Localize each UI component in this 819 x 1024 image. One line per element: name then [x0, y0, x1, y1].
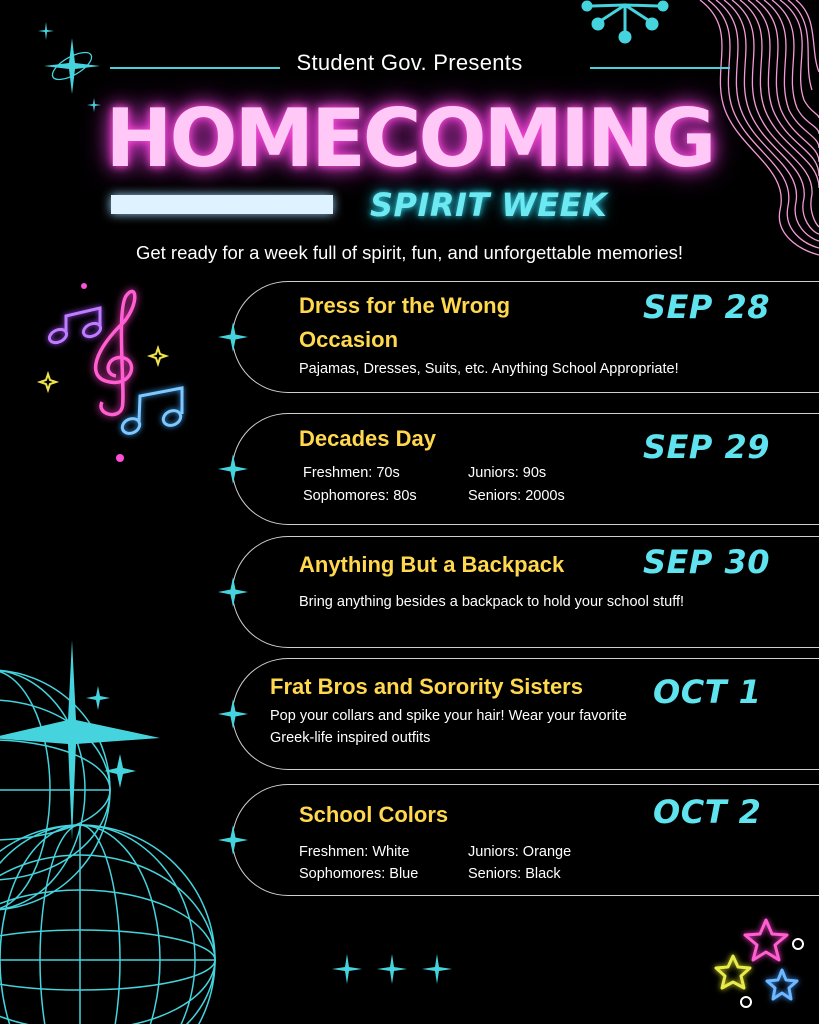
event-date: OCT 1: [653, 673, 762, 711]
sparkle-icon: [217, 321, 249, 353]
event-date: OCT 2: [653, 793, 762, 831]
sparkle-icon: [217, 824, 249, 856]
grade-seniors: Seniors: Black: [468, 866, 561, 882]
event-date: SEP 28: [643, 288, 771, 326]
grade-sophomores: Sophomores: 80s: [303, 488, 417, 504]
event-card-1: [232, 281, 819, 393]
event-date: SEP 29: [643, 428, 771, 466]
sparkle-icon: [217, 453, 249, 485]
tagline: Get ready for a week full of spirit, fun, and unforgettable memories!: [135, 242, 684, 263]
event-title: Dress for the Wrong Occasion: [299, 293, 511, 352]
grade-juniors: Juniors: Orange: [468, 844, 572, 860]
page-subtitle: SPIRIT WEEK: [370, 186, 608, 224]
sparkle-row-icon: [330, 952, 454, 986]
grade-sophomores: Sophomores: Blue: [299, 866, 419, 882]
event-description: Bring anything besides a backpack to hold your school stuff!: [299, 594, 685, 610]
event-title: Frat Bros and Sorority Sisters: [270, 674, 583, 699]
event-card-4: [232, 658, 819, 770]
event-description: Pop your collars and spike your hair! Wear your favorite Greek-life inspired outfits: [270, 708, 627, 746]
event-title: Anything But a Backpack: [299, 552, 565, 577]
grade-seniors: Seniors: 2000s: [468, 488, 565, 504]
firework-icon: [580, 0, 670, 45]
grade-juniors: Juniors: 90s: [468, 465, 547, 481]
event-card-2: [232, 413, 819, 525]
neon-stars-icon: [706, 910, 816, 1020]
grade-freshmen: Freshmen: White: [299, 844, 410, 860]
event-title: School Colors: [299, 802, 449, 827]
music-notes-icon: [36, 278, 196, 468]
disco-globe-icon: [0, 640, 220, 1024]
event-card-3: [232, 536, 819, 648]
presents-text: Student Gov. Presents: [296, 50, 523, 75]
sparkle-icon: [217, 698, 249, 730]
event-card-5: [232, 784, 819, 896]
grade-freshmen: Freshmen: 70s: [303, 465, 400, 481]
event-title: Decades Day: [299, 426, 436, 451]
event-date: SEP 30: [643, 543, 771, 581]
sparkle-icon: [217, 576, 249, 608]
event-description: Pajamas, Dresses, Suits, etc. Anything School Appropriate!: [299, 361, 679, 377]
title-underline-bar: [111, 195, 333, 214]
page-title: HOMECOMING: [105, 92, 714, 185]
